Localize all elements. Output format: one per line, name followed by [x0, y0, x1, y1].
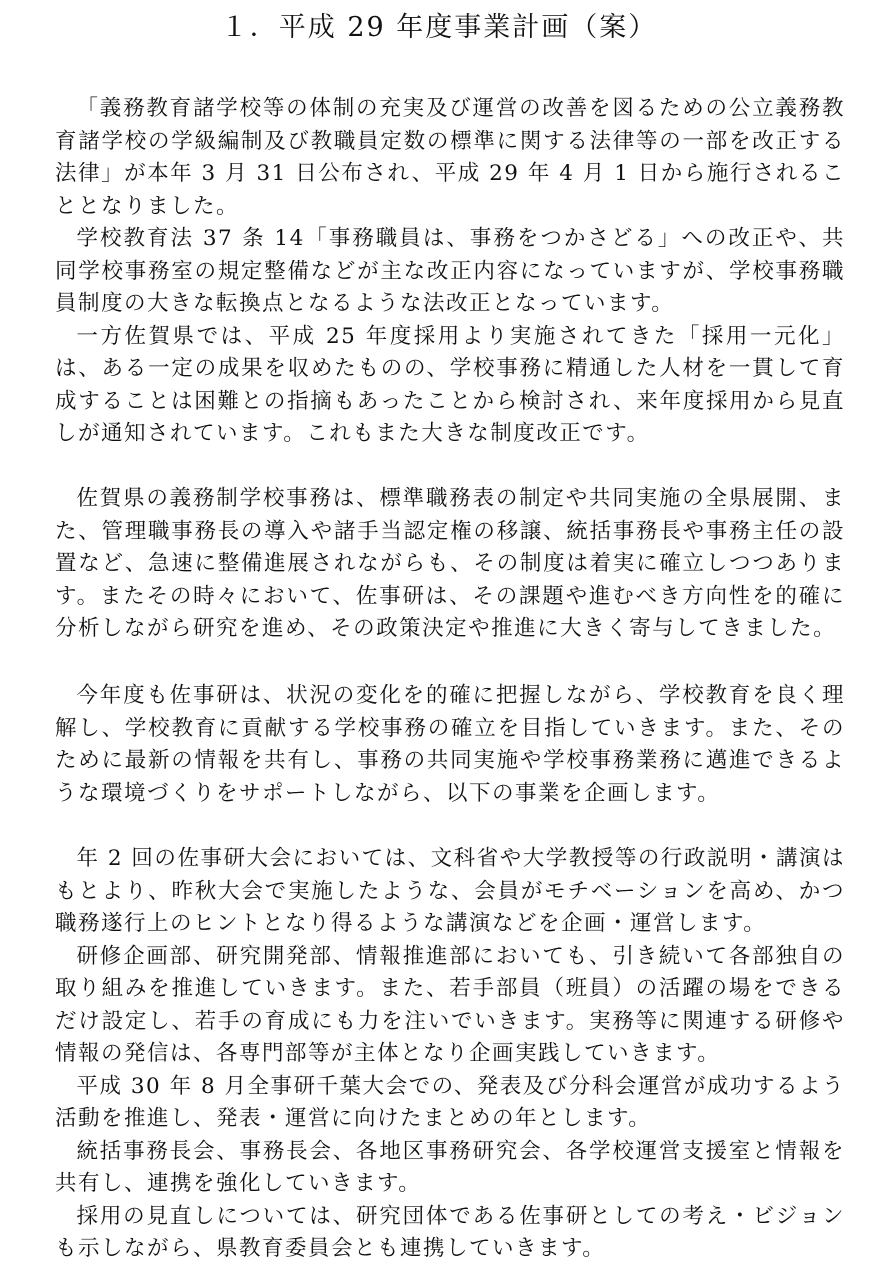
paragraph: 学校教育法 37 条 14「事務職員は、事務をつかさどる」への改正や、共同学校事務室の規定整備などが主な改正内容になっていますが、学校事務職員制度の大きな転換点となるような法改正となっています。 [55, 226, 845, 316]
paragraph: 年 2 回の佐事研大会においては、文科省や大学教授等の行政説明・講演はもとより、昨秋大会で実施したような、会員がモチベーションを高め、かつ職務遂行上のヒントとなり得るような講演などを企画・運営します。 [55, 846, 845, 936]
paragraph: 平成 30 年 8 月全事研千葉大会での、発表及び分科会運営が成功するよう活動を推進し、発表・運営に向けたまとめの年とします。 [55, 1073, 845, 1131]
paragraph: 研修企画部、研究開発部、情報推進部においても、引き続いて各部独自の取り組みを推進していきます。また、若手部員（班員）の活躍の場をできるだけ設定し、若手の育成にも力を注いでいきます。実務等に関連する研修や情報の発信は、各専門部等が主体となり企画実践していきます。 [55, 943, 845, 1066]
page-title: １．平成 29 年度事業計画（案） [220, 12, 658, 43]
paragraph: 採用の見直しについては、研究団体である佐事研としての考え・ビジョンも示しながら、県教育委員会とも連携していきます。 [55, 1203, 845, 1261]
section-legal-reform [55, 93, 845, 451]
paragraph: 一方佐賀県では、平成 25 年度採用より実施されてきた「採用一元化」は、ある一定の成果を収めたものの、学校事務に精通した人材を一貫して育成することは困難との指摘もあったことから検討され、来年度採用から見直しが通知されています。これもまた大きな制度改正です。 [55, 323, 845, 446]
paragraph: 佐賀県の義務制学校事務は、標準職務表の制定や共同実施の全県展開、また、管理職事務長の導入や諸手当認定権の移譲、統括事務長や事務主任の設置など、急速に整備進展されながらも、その制度は着実に確立しつつあります。またその時々において、佐事研は、その課題や進むべき方向性を的確に分析しながら研究を進め、その政策決定や推進に大きく寄与してきました。 [55, 486, 845, 641]
section-saga-background [55, 483, 845, 646]
section-plans [55, 843, 845, 1266]
paragraph: 統括事務長会、事務長会、各地区事務研究会、各学校運営支援室と情報を共有し、連携を強化していきます。 [55, 1138, 845, 1196]
paragraph: 「義務教育諸学校等の体制の充実及び運営の改善を図るための公立義務教育諸学校の学級編制及び教職員定数の標準に関する法律等の一部を改正する法律」が本年 3 月 31 日公布され、平成 29 年 4 月 1 日から施行されることとなりました。 [55, 96, 845, 219]
section-this-year [55, 680, 845, 810]
paragraph: 今年度も佐事研は、状況の変化を的確に把握しながら、学校教育を良く理解し、学校教育に貢献する学校事務の確立を目指していきます。また、そのために最新の情報を共有し、事務の共同実施や学校事務業務に邁進できるような環境づくりをサポートしながら、以下の事業を企画します。 [55, 683, 845, 806]
